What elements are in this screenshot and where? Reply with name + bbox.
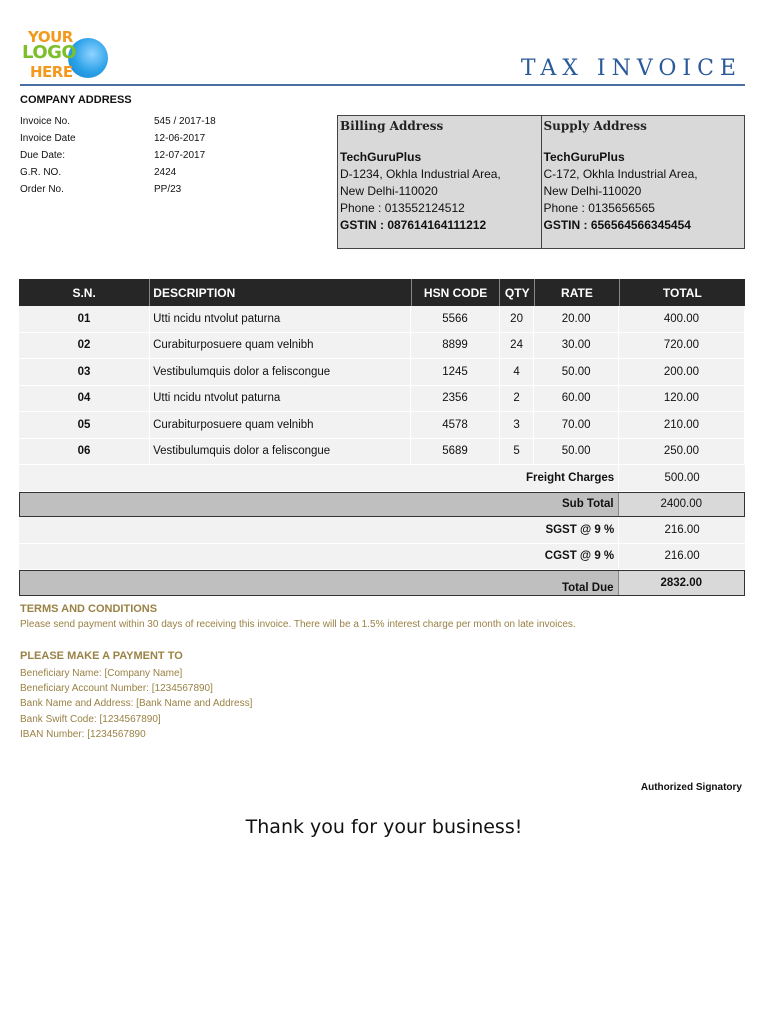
total-due-label: Total Due [561, 581, 614, 594]
cell-rate: 50.00 [534, 439, 618, 465]
freight-label: Freight Charges [525, 471, 615, 484]
header-total: TOTAL [662, 285, 702, 300]
logo-text-here: HERE [30, 63, 73, 81]
billing-gstin: GSTIN : 087614164111212 [340, 218, 487, 232]
meta-row [20, 150, 320, 167]
meta-label: Invoice Date [20, 133, 76, 144]
cell-total: 200.00 [619, 359, 745, 385]
cgst-value: 216.00 [618, 544, 745, 570]
billing-heading: Billing Address [340, 119, 444, 133]
cell-description: Curabiturposuere quam velnibh [150, 333, 411, 359]
payment-line: Bank Swift Code: [1234567890] [20, 713, 161, 725]
freight-row [19, 465, 745, 492]
meta-value: 545 / 2017-18 [154, 116, 216, 127]
company-logo [22, 28, 112, 86]
table-row [19, 333, 745, 360]
payment-heading: PLEASE MAKE A PAYMENT TO [20, 650, 183, 662]
company-address: COMPANY ADDRESS [20, 94, 132, 106]
total-due-row [19, 570, 745, 596]
subtotal-value: 2400.00 [618, 493, 744, 517]
terms-heading: TERMS AND CONDITIONS [20, 603, 158, 615]
cell-qty: 24 [500, 333, 535, 359]
cell-qty: 5 [500, 439, 535, 465]
logo-text-logo: LOGO [22, 42, 77, 63]
cell-qty: 3 [500, 412, 535, 438]
cell-rate: 70.00 [534, 412, 618, 438]
sgst-row [19, 517, 745, 544]
cell-sn: 06 [19, 439, 150, 465]
cell-description: Vestibulumquis dolor a feliscongue [150, 439, 411, 465]
meta-value: PP/23 [154, 184, 182, 195]
supply-gstin: GSTIN : 656564566345454 [543, 218, 691, 232]
cell-qty: 2 [500, 386, 535, 412]
cell-rate: 20.00 [534, 306, 618, 332]
billing-line2: New Delhi-110020 [340, 184, 438, 198]
authorized-signatory: Authorized Signatory [640, 782, 742, 793]
sgst-label: SGST @ 9 % [545, 523, 615, 536]
supply-heading: Supply Address [543, 119, 647, 133]
payment-line: Beneficiary Name: [Company Name] [20, 668, 183, 679]
address-panel [337, 115, 745, 249]
items-table [19, 279, 745, 596]
cell-description: Utti ncidu ntvolut paturna [150, 386, 411, 412]
billing-phone: Phone : 013552124512 [340, 201, 465, 215]
cell-total: 400.00 [619, 306, 745, 332]
total-due-value: 2832.00 [618, 571, 744, 595]
cell-hsn: 1245 [411, 359, 499, 385]
cgst-label: CGST @ 9 % [544, 550, 615, 563]
cell-description: Utti ncidu ntvolut paturna [150, 306, 411, 332]
cell-total: 250.00 [619, 439, 745, 465]
cell-qty: 4 [500, 359, 535, 385]
meta-row [20, 184, 320, 201]
meta-label: G.R. NO. [20, 167, 62, 178]
meta-label: Invoice No. [20, 116, 71, 127]
freight-value: 500.00 [618, 465, 745, 491]
cgst-row [19, 544, 745, 571]
cell-total: 210.00 [619, 412, 745, 438]
header-rate: RATE [535, 279, 620, 306]
header-qty: QTY [500, 279, 535, 306]
cell-sn: 02 [19, 333, 150, 359]
cell-total: 120.00 [619, 386, 745, 412]
supply-name: TechGuruPlus [543, 150, 625, 164]
payment-details [20, 666, 252, 742]
invoice-meta [20, 116, 320, 201]
header-sn: S.N. [19, 279, 150, 306]
header-description: DESCRIPTION [150, 279, 412, 306]
cell-sn: 04 [19, 386, 150, 412]
document-title: TAX INVOICE [520, 56, 742, 81]
cell-hsn: 4578 [411, 412, 499, 438]
billing-name: TechGuruPlus [340, 150, 422, 164]
cell-total: 720.00 [619, 333, 745, 359]
meta-row [20, 133, 320, 150]
cell-hsn: 5689 [411, 439, 499, 465]
table-row [19, 359, 745, 386]
header-divider [20, 84, 745, 86]
cell-qty: 20 [500, 306, 535, 332]
cell-rate: 30.00 [534, 333, 618, 359]
cell-rate: 50.00 [534, 359, 618, 385]
table-row [19, 306, 745, 333]
meta-value: 12-07-2017 [154, 150, 206, 161]
meta-row [20, 116, 320, 133]
cell-description: Curabiturposuere quam velnibh [150, 412, 411, 438]
table-row [19, 439, 745, 466]
cell-hsn: 8899 [411, 333, 499, 359]
payment-line: Beneficiary Account Number: [1234567890] [20, 683, 213, 695]
sgst-value: 216.00 [618, 517, 745, 543]
supply-line1: C-172, Okhla Industrial Area, [543, 167, 698, 181]
subtotal-row [19, 492, 745, 518]
meta-value: 2424 [154, 167, 177, 178]
cell-rate: 60.00 [534, 386, 618, 412]
supply-address [541, 116, 745, 248]
cell-hsn: 2356 [411, 386, 499, 412]
meta-label: Due Date: [20, 150, 66, 161]
payment-line: IBAN Number: [1234567890 [20, 728, 146, 740]
billing-line1: D-1234, Okhla Industrial Area, [340, 167, 501, 181]
table-row [19, 412, 745, 439]
cell-sn: 03 [19, 359, 150, 385]
supply-phone: Phone : 0135656565 [543, 201, 655, 215]
cell-sn: 05 [19, 412, 150, 438]
header-hsn: HSN CODE [412, 279, 501, 306]
supply-line2: New Delhi-110020 [543, 184, 642, 198]
table-header [19, 279, 745, 306]
payment-line: Bank Name and Address: [Bank Name and Address] [20, 698, 253, 710]
meta-label: Order No. [20, 184, 64, 195]
billing-address [338, 116, 541, 248]
logo-text-your: YOUR [28, 28, 73, 46]
cell-sn: 01 [19, 306, 150, 332]
subtotal-label: Sub Total [562, 498, 614, 511]
meta-value: 12-06-2017 [154, 133, 206, 144]
terms-text: Please send payment within 30 days of receiving this invoice. There will be a 1.5% interest charge per month on late invoices. [20, 619, 576, 630]
meta-row [20, 167, 320, 184]
table-row [19, 386, 745, 413]
thank-you-message: Thank you for your business! [245, 816, 523, 838]
cell-description: Vestibulumquis dolor a feliscongue [150, 359, 411, 385]
cell-hsn: 5566 [411, 306, 499, 332]
